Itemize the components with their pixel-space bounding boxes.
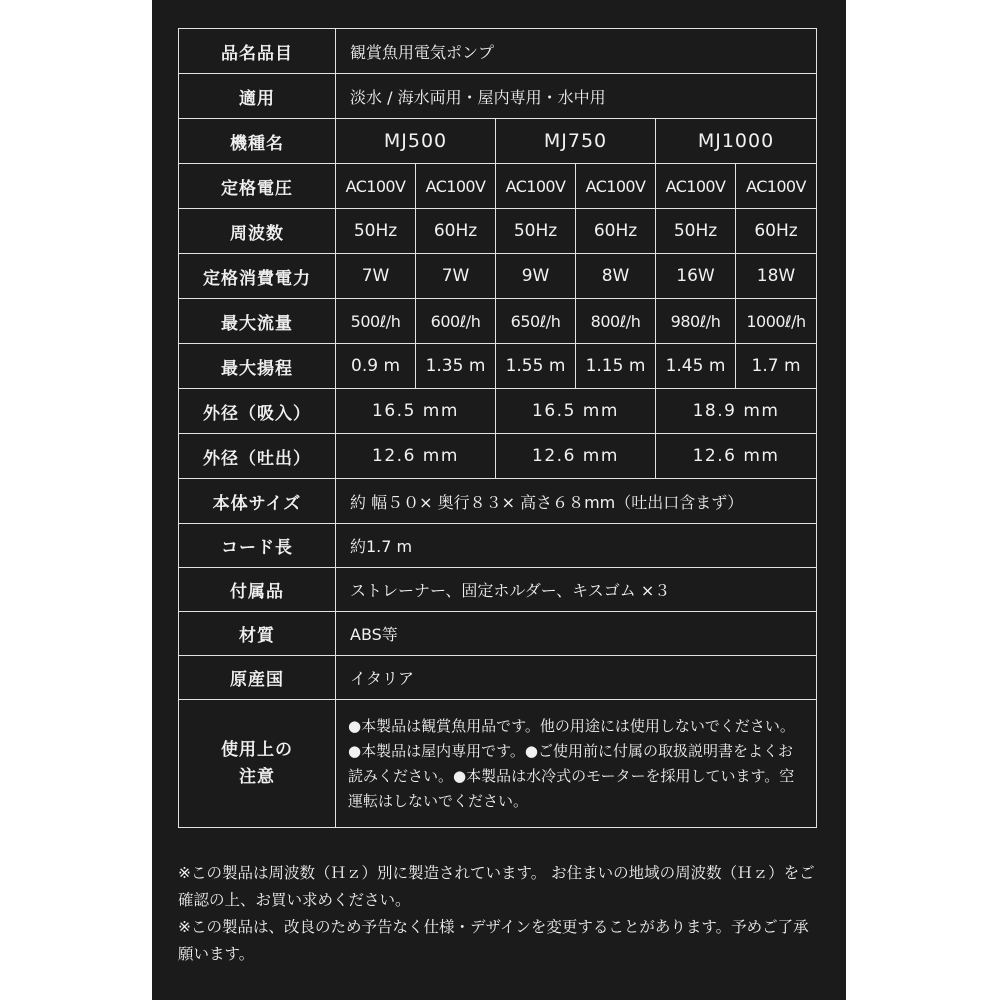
outer-dia-in-cell: 16.5 mm bbox=[496, 389, 656, 434]
row-models bbox=[179, 119, 817, 164]
origin-value: イタリア bbox=[336, 656, 817, 700]
max-flow-cell: 650ℓ/h bbox=[496, 299, 576, 344]
power-cell: 7W bbox=[416, 254, 496, 299]
max-flow-label: 最大流量 bbox=[179, 299, 336, 344]
model-cell: MJ1000 bbox=[656, 119, 817, 164]
frequency-cell: 60Hz bbox=[416, 209, 496, 254]
max-head-cell: 1.7 m bbox=[736, 344, 817, 389]
cord-length-label: コード長 bbox=[179, 524, 336, 568]
frequency-cell: 60Hz bbox=[576, 209, 656, 254]
voltage-cell: AC100V bbox=[416, 164, 496, 209]
power-cell: 8W bbox=[576, 254, 656, 299]
body-size-label: 本体サイズ bbox=[179, 479, 336, 524]
power-label: 定格消費電力 bbox=[179, 254, 336, 299]
max-head-cell: 1.55 m bbox=[496, 344, 576, 389]
frequency-cell: 50Hz bbox=[656, 209, 736, 254]
row-frequency bbox=[179, 209, 817, 254]
power-cell: 9W bbox=[496, 254, 576, 299]
frequency-cell: 50Hz bbox=[336, 209, 416, 254]
outer-dia-out-cell: 12.6 mm bbox=[496, 434, 656, 479]
cord-length-value: 約1.7 m bbox=[336, 524, 817, 568]
voltage-label: 定格電圧 bbox=[179, 164, 336, 209]
power-cell: 7W bbox=[336, 254, 416, 299]
max-head-cell: 1.45 m bbox=[656, 344, 736, 389]
row-material bbox=[179, 612, 817, 656]
spec-table bbox=[178, 28, 817, 828]
row-accessories bbox=[179, 568, 817, 612]
row-cord-length bbox=[179, 524, 817, 568]
row-application bbox=[179, 74, 817, 119]
outer-dia-in-cell: 18.9 mm bbox=[656, 389, 817, 434]
origin-label: 原産国 bbox=[179, 656, 336, 700]
material-label: 材質 bbox=[179, 612, 336, 656]
outer-dia-out-cell: 12.6 mm bbox=[656, 434, 817, 479]
max-head-cell: 1.35 m bbox=[416, 344, 496, 389]
row-body-size bbox=[179, 479, 817, 524]
caution-value: ●本製品は観賞魚用品です。他の用途には使用しないでください。●本製品は屋内専用です。●ご使用前に付属の取扱説明書をよくお読みください。●本製品は水冷式のモーターを採用しています。空運転はしないでください。 bbox=[336, 700, 817, 828]
row-product-name bbox=[179, 29, 817, 74]
outer-dia-in-label: 外径（吸入） bbox=[179, 389, 336, 434]
max-head-cell: 1.15 m bbox=[576, 344, 656, 389]
max-head-label: 最大揚程 bbox=[179, 344, 336, 389]
accessories-value: ストレーナー、固定ホルダー、キスゴム ×３ bbox=[336, 568, 817, 612]
product-name-value: 観賞魚用電気ポンプ bbox=[336, 29, 817, 74]
frequency-label: 周波数 bbox=[179, 209, 336, 254]
row-caution bbox=[179, 700, 817, 828]
max-flow-cell: 500ℓ/h bbox=[336, 299, 416, 344]
footnote-spec-change: ※この製品は、改良のため予告なく仕様・デザインを変更することがあります。予めご了承願います。 bbox=[178, 918, 809, 963]
application-value: 淡水 / 海水両用・屋内専用・水中用 bbox=[336, 74, 817, 119]
caution-label-line1: 使用上の bbox=[221, 739, 293, 760]
product-name-label: 品名品目 bbox=[179, 29, 336, 74]
row-origin bbox=[179, 656, 817, 700]
row-max-head bbox=[179, 344, 817, 389]
row-max-flow bbox=[179, 299, 817, 344]
model-cell: MJ750 bbox=[496, 119, 656, 164]
outer-dia-out-label: 外径（吐出） bbox=[179, 434, 336, 479]
outer-dia-in-cell: 16.5 mm bbox=[336, 389, 496, 434]
frequency-cell: 60Hz bbox=[736, 209, 817, 254]
material-value: ABS等 bbox=[336, 612, 817, 656]
power-cell: 16W bbox=[656, 254, 736, 299]
voltage-cell: AC100V bbox=[576, 164, 656, 209]
accessories-label: 付属品 bbox=[179, 568, 336, 612]
power-cell: 18W bbox=[736, 254, 817, 299]
voltage-cell: AC100V bbox=[736, 164, 817, 209]
row-voltage bbox=[179, 164, 817, 209]
frequency-cell: 50Hz bbox=[496, 209, 576, 254]
row-power bbox=[179, 254, 817, 299]
max-flow-cell: 1000ℓ/h bbox=[736, 299, 817, 344]
max-head-cell: 0.9 m bbox=[336, 344, 416, 389]
voltage-cell: AC100V bbox=[336, 164, 416, 209]
spec-panel bbox=[152, 0, 846, 1000]
voltage-cell: AC100V bbox=[656, 164, 736, 209]
row-outer-dia-in bbox=[179, 389, 817, 434]
models-label: 機種名 bbox=[179, 119, 336, 164]
caution-label-line2: 注意 bbox=[239, 766, 275, 787]
max-flow-cell: 800ℓ/h bbox=[576, 299, 656, 344]
body-size-value: 約 幅５０× 奥行８３× 高さ６８mm（吐出口含まず） bbox=[336, 479, 817, 524]
caution-label bbox=[179, 700, 336, 828]
footnotes bbox=[178, 860, 818, 968]
max-flow-cell: 600ℓ/h bbox=[416, 299, 496, 344]
outer-dia-out-cell: 12.6 mm bbox=[336, 434, 496, 479]
max-flow-cell: 980ℓ/h bbox=[656, 299, 736, 344]
application-label: 適用 bbox=[179, 74, 336, 119]
model-cell: MJ500 bbox=[336, 119, 496, 164]
footnote-frequency: ※この製品は周波数（Ｈｚ）別に製造されています。 お住まいの地域の周波数（Ｈｚ）をご確認の上、お買い求めください。 bbox=[178, 864, 815, 909]
voltage-cell: AC100V bbox=[496, 164, 576, 209]
row-outer-dia-out bbox=[179, 434, 817, 479]
